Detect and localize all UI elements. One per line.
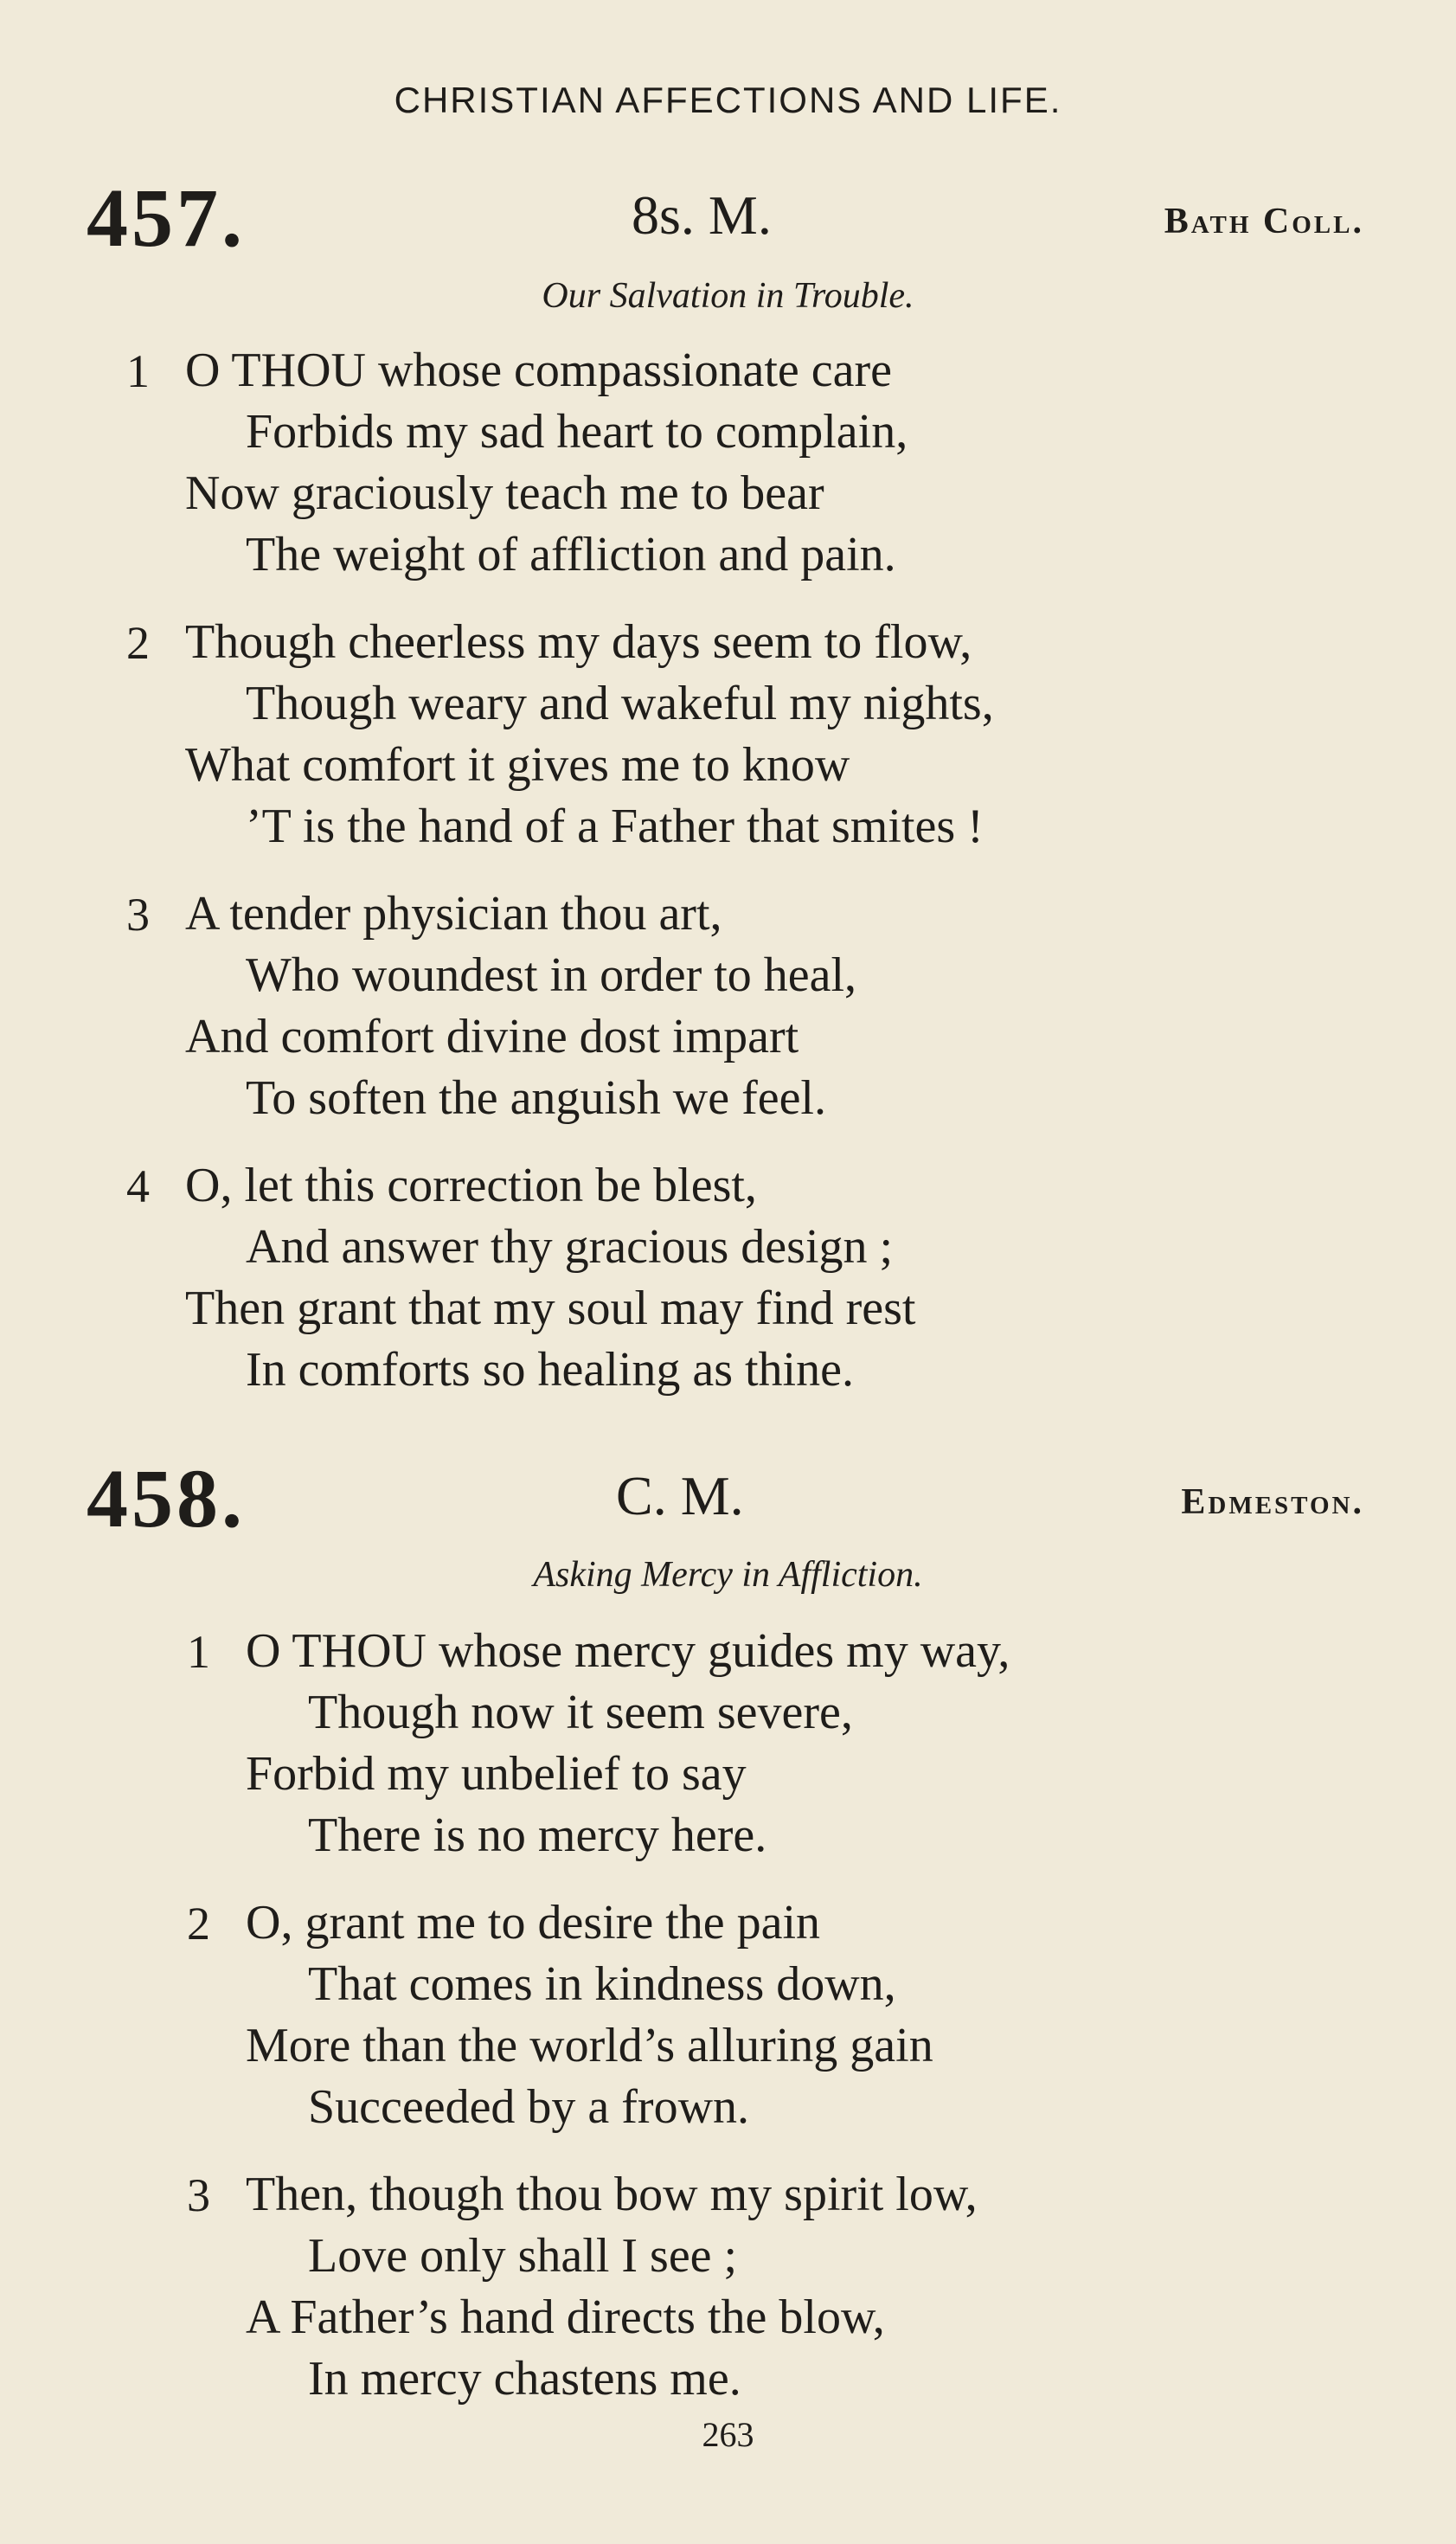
verse-line: Though now it seem severe, <box>308 1686 853 1739</box>
verse-line: Now graciously teach me to bear <box>185 466 824 520</box>
hymn-meter: C. M. <box>616 1465 744 1526</box>
verse-line: And answer thy gracious design ; <box>246 1220 894 1274</box>
hymn-tune: Bath Coll. <box>1164 202 1364 241</box>
verse-line: O THOU whose compassionate care <box>185 344 892 397</box>
stanza-number: 1 <box>187 1626 210 1678</box>
verse-line: That comes in kindness down, <box>308 1957 896 2011</box>
stanza-number: 3 <box>126 889 150 941</box>
hymn-tune: Edmeston. <box>1181 1482 1364 1522</box>
hymn-number: 458. <box>87 1452 246 1545</box>
verse-line: And comfort divine dost impart <box>185 1010 799 1063</box>
verse-line: O, let this correction be blest, <box>185 1159 757 1212</box>
verse-line: A Father’s hand directs the blow, <box>246 2290 885 2344</box>
verse-line: Love only shall I see ; <box>308 2229 738 2283</box>
hymn-title: Asking Mercy in Affliction. <box>533 1555 923 1595</box>
stanza-number: 3 <box>187 2169 210 2221</box>
verse-line: What comfort it gives me to know <box>185 738 850 792</box>
verse-line: Though weary and wakeful my nights, <box>246 677 994 730</box>
verse-line: There is no mercy here. <box>308 1808 767 1862</box>
page-number: 263 <box>702 2415 754 2454</box>
verse-line: A tender physician thou art, <box>185 887 722 941</box>
verse-line: O, grant me to desire the pain <box>246 1896 821 1950</box>
running-head: CHRISTIAN AFFECTIONS AND LIFE. <box>394 80 1062 120</box>
verse-line: To soften the anguish we feel. <box>246 1071 826 1125</box>
verse-line: More than the world’s alluring gain <box>246 2019 933 2072</box>
verse-line: Succeeded by a frown. <box>308 2080 750 2134</box>
hymn-title: Our Salvation in Trouble. <box>542 276 914 316</box>
verse-line: The weight of affliction and pain. <box>246 528 896 581</box>
verse-line: Forbids my sad heart to complain, <box>246 405 908 459</box>
verse-line: In comforts so healing as thine. <box>246 1343 854 1397</box>
verse-line: Then grant that my soul may find rest <box>185 1282 916 1335</box>
stanza-number: 2 <box>187 1898 210 1950</box>
verse-line: Though cheerless my days seem to flow, <box>185 615 972 669</box>
verse-line: O THOU whose mercy guides my way, <box>246 1624 1010 1678</box>
verse-line: Then, though thou bow my spirit low, <box>246 2168 978 2221</box>
verse-line: Who woundest in order to heal, <box>246 948 857 1002</box>
verse-line: In mercy chastens me. <box>308 2352 741 2406</box>
hymn-meter: 8s. M. <box>632 184 772 246</box>
stanza-number: 1 <box>126 345 150 397</box>
hymn-number: 457. <box>87 171 246 264</box>
stanza-number: 4 <box>126 1160 150 1212</box>
verse-line: Forbid my unbelief to say <box>246 1747 747 1801</box>
verse-line: ’T is the hand of a Father that smites ! <box>246 800 984 853</box>
stanza-number: 2 <box>126 617 150 669</box>
